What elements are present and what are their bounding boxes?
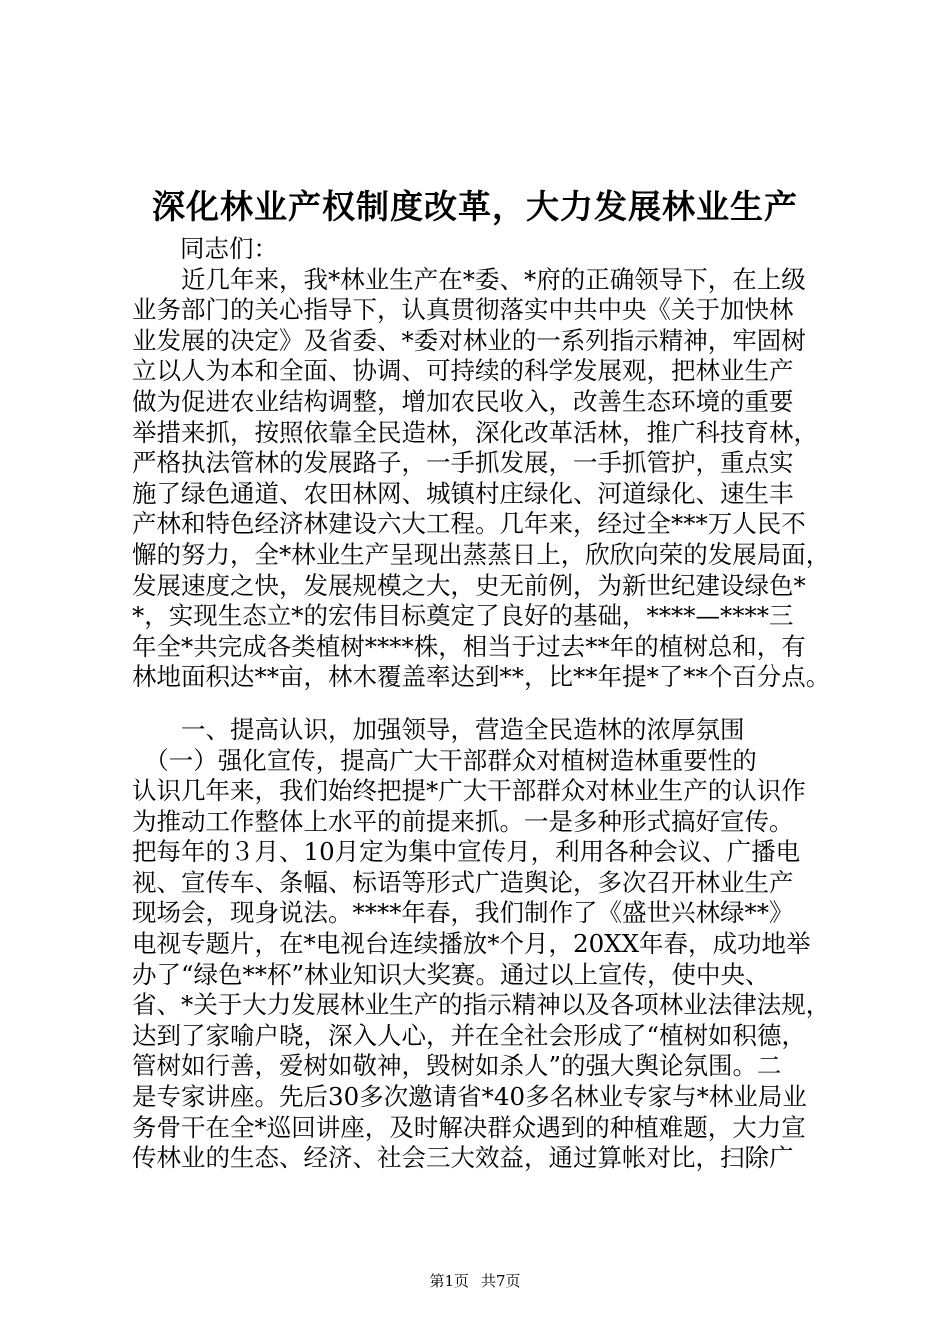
text-line: 为推动工作整体上水平的前提来抓。一是多种形式搞好宣传。 <box>132 806 794 836</box>
salutation: 同志们： <box>180 234 278 263</box>
text-line: 业务部门的关心指导下，认真贯彻落实中共中央《关于加快林 <box>132 295 794 325</box>
text-line: 视、宣传车、条幅、标语等形式广造舆论，多次召开林业生产 <box>132 867 794 897</box>
paragraph-2 <box>132 746 832 1174</box>
text-line: 做为促进农业结构调整，增加农民收入，改善生态环境的重要 <box>132 386 794 416</box>
text-line: （一）强化宣传，提高广大干部群众对植树造林重要性的 <box>132 745 757 775</box>
text-line: 发展速度之快，发展规模之大，史无前例，为新世纪建设绿色* <box>132 570 806 600</box>
text-line: 管树如行善，爱树如敬神，毁树如杀人”的强大舆论氛围。二 <box>132 1051 782 1081</box>
section-heading: 一、提高认识，加强领导，营造全民造林的浓厚氛围 <box>132 714 745 744</box>
text-line: 林地面积达**亩，林木覆盖率达到**，比**年提*了**个百分点。 <box>132 662 831 692</box>
text-line: 施了绿色通道、农田林网、城镇村庄绿化、河道绿化、速生丰 <box>132 478 794 508</box>
text-line: 严格执法管林的发展路子，一手抓发展，一手抓管护，重点实 <box>132 448 794 478</box>
page-number: 第1页 <box>429 1272 469 1290</box>
text-line: 达到了家喻户晓，深入人心，并在全社会形成了“植树如积德， <box>132 1020 807 1050</box>
text-line: 电视专题片，在*电视台连续播放*个月，20XX年春，成功地举 <box>132 929 811 959</box>
page-total: 共7页 <box>481 1272 521 1290</box>
text-line: 传林业的生态、经济、社会三大效益，通过算帐对比，扫除广 <box>132 1143 794 1173</box>
text-line: 办了“绿色**杯”林业知识大奖赛。通过以上宣传，使中央、 <box>132 959 770 989</box>
text-line: 近几年来，我*林业生产在*委、*府的正确领导下，在上级 <box>132 264 806 294</box>
text-line: 年全*共完成各类植树****株，相当于过去**年的植树总和，有 <box>132 631 806 661</box>
text-line: 认识几年来，我们始终把提*广大干部群众对林业生产的认识作 <box>132 776 806 806</box>
text-line: *，实现生态立*的宏伟目标奠定了良好的基础，****—****三 <box>132 601 794 631</box>
text-line: 立以人为本和全面、协调、可持续的科学发展观，把林业生产 <box>132 356 794 386</box>
text-line: 懈的努力，全*林业生产呈现出蒸蒸日上，欣欣向荣的发展局面， <box>132 539 831 569</box>
text-line: 现场会，现身说法。****年春，我们制作了《盛世兴林绿**》 <box>132 898 794 928</box>
text-line: 产林和特色经济林建设六大工程。几年来，经过全***万人民不 <box>132 509 806 539</box>
text-line: 务骨干在全*巡回讲座，及时解决群众遇到的种植难题，大力宣 <box>132 1112 806 1142</box>
paragraph-1 <box>132 265 832 693</box>
text-line: 把每年的３月、10月定为集中宣传月，利用各种会议、广播电 <box>132 837 801 867</box>
document-body <box>132 234 832 1174</box>
paragraph-spacer <box>132 693 832 715</box>
text-line: 省、*关于大力发展林业生产的指示精神以及各项林业法律法规， <box>132 990 831 1020</box>
text-line: 是专家讲座。先后30多次邀请省*40多名林业专家与*林业局业 <box>132 1082 807 1112</box>
page-footer <box>0 1270 950 1292</box>
text-line: 业发展的决定》及省委、*委对林业的一系列指示精神，牢固树 <box>132 325 806 355</box>
document-title: 深化林业产权制度改革，大力发展林业生产 <box>152 187 798 226</box>
text-line: 举措来抓，按照依靠全民造林，深化改革活林，推广科技育林， <box>132 417 818 447</box>
